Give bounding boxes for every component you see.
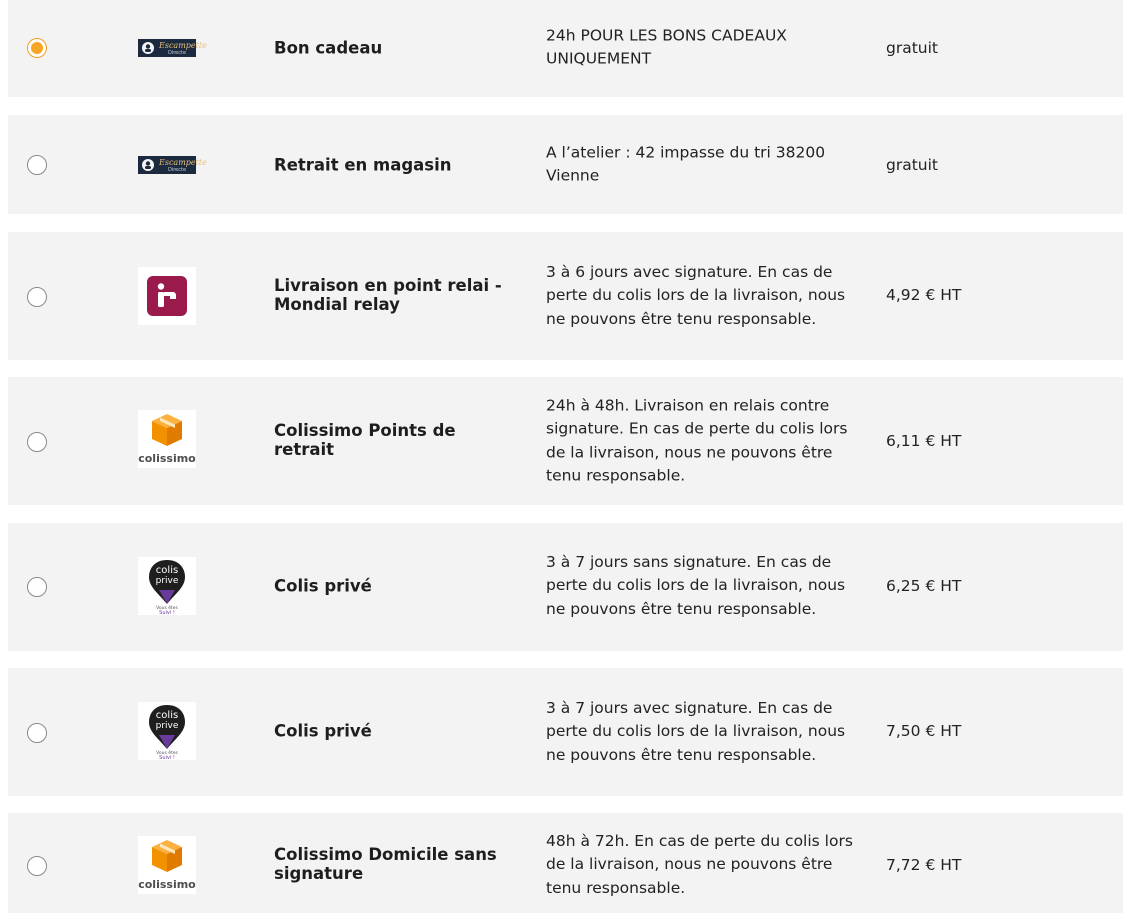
shipping-option-name: Colis privé [274, 576, 372, 596]
svg-text:prive: prive [155, 721, 179, 731]
shipping-option-row[interactable] [8, 232, 1123, 360]
shipping-option-price: 4,92 € HT [886, 286, 962, 304]
shipping-radio[interactable] [27, 723, 47, 743]
shipping-option-row[interactable] [8, 813, 1123, 913]
mondial-relay-logo [138, 267, 196, 325]
shipping-option-description: 3 à 7 jours avec signature. En cas de perte du colis lors de la livraison, nous ne pouvons être tenu responsable. [546, 699, 846, 764]
svg-text:Escampette: Escampette [159, 41, 207, 50]
svg-text:Escampette: Escampette [159, 158, 207, 167]
shipping-radio[interactable] [27, 155, 47, 175]
colissimo-logo [138, 410, 196, 468]
svg-text:colis: colis [155, 710, 179, 721]
colissimo-logo [138, 836, 196, 894]
shipping-radio[interactable] [27, 856, 47, 876]
shipping-option-name: Livraison en point relai - Mondial relay [274, 276, 502, 314]
svg-text:Vous êtes: Vous êtes [156, 606, 178, 611]
shipping-option-price: 6,25 € HT [886, 577, 962, 595]
shipping-option-row[interactable] [8, 0, 1123, 97]
svg-text:colissimo: colissimo [138, 452, 196, 465]
shipping-radio[interactable] [27, 432, 47, 452]
svg-text:Suivi !: Suivi ! [159, 610, 175, 616]
shipping-option-row[interactable] [8, 115, 1123, 214]
shipping-option-price: 7,50 € HT [886, 722, 962, 740]
svg-text:colissimo: colissimo [138, 878, 196, 891]
shipping-option-description: 3 à 7 jours sans signature. En cas de perte du colis lors de la livraison, nous ne pouvons être tenu responsable. [546, 553, 846, 618]
shipping-option-price: gratuit [886, 156, 938, 174]
svg-text:Directe: Directe [168, 50, 187, 56]
shipping-option-description: 3 à 6 jours avec signature. En cas de perte du colis lors de la livraison, nous ne pouvons être tenu responsable. [546, 263, 846, 328]
shipping-option-price: gratuit [886, 39, 938, 57]
shipping-option-name: Colis privé [274, 721, 372, 741]
svg-text:Vous êtes: Vous êtes [156, 751, 178, 756]
svg-text:prive: prive [155, 576, 179, 586]
shipping-radio[interactable] [27, 287, 47, 307]
shipping-option-row[interactable] [8, 523, 1123, 651]
shipping-option-description: 48h à 72h. En cas de perte du colis lors de la livraison, nous ne pouvons être tenu responsable. [546, 832, 853, 897]
svg-text:colis: colis [155, 565, 179, 576]
shipping-option-name: Bon cadeau [274, 38, 383, 58]
colis-prive-logo [138, 557, 196, 615]
shipping-option-row[interactable] [8, 668, 1123, 796]
shipping-option-price: 7,72 € HT [886, 856, 962, 874]
shipping-option-row[interactable] [8, 377, 1123, 505]
shipping-option-description: 24h POUR LES BONS CADEAUX UNIQUEMENT [546, 26, 787, 68]
shipping-radio-selected[interactable] [27, 38, 47, 58]
shipping-option-name: Colissimo Points de retrait [274, 421, 456, 459]
colis-prive-logo [138, 702, 196, 760]
shipping-option-name: Retrait en magasin [274, 155, 452, 175]
svg-text:Directe: Directe [168, 167, 187, 173]
shipping-radio[interactable] [27, 577, 47, 597]
shipping-option-price: 6,11 € HT [886, 432, 962, 450]
escampette-logo [138, 39, 207, 57]
svg-text:Suivi !: Suivi ! [159, 755, 175, 761]
shipping-option-description: A l’atelier : 42 impasse du tri 38200 Vienne [546, 143, 826, 185]
shipping-option-name: Colissimo Domicile sans signature [274, 845, 497, 883]
shipping-option-description: 24h à 48h. Livraison en relais contre signature. En cas de perte du colis lors de la livraison, nous ne pouvons être tenu responsable. [546, 396, 848, 485]
escampette-logo [138, 156, 207, 174]
